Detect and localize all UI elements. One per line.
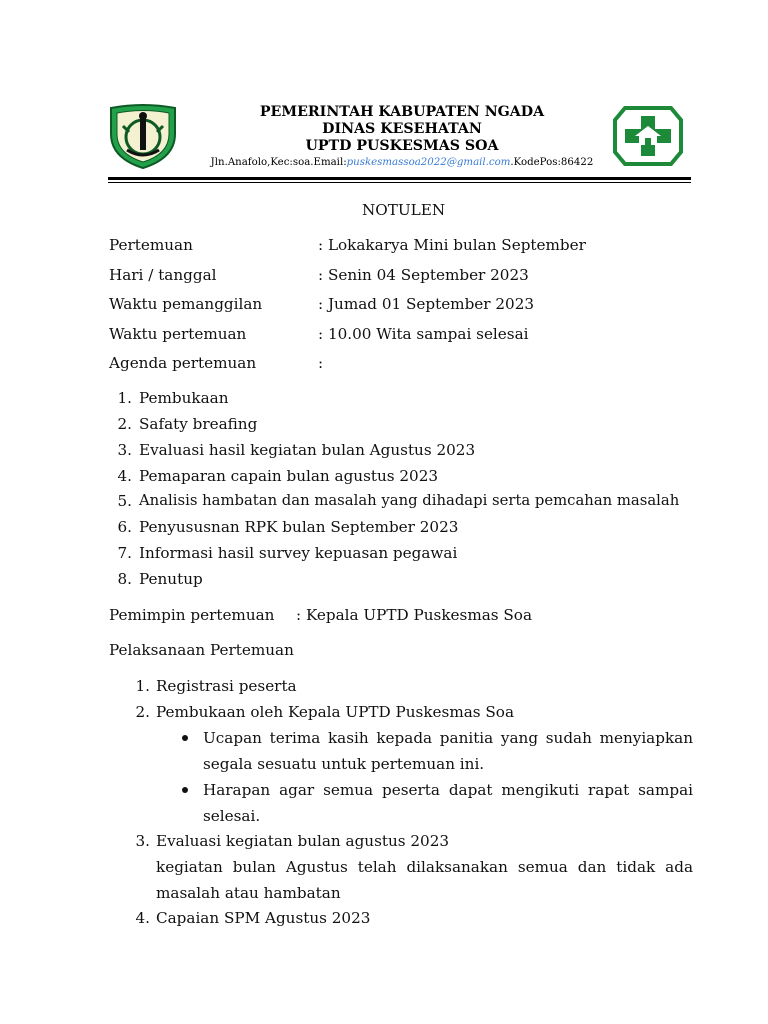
letterhead-institution: UPTD PUSKESMAS SOA <box>305 138 499 154</box>
meta-value-date: : Senin 04 September 2023 <box>318 266 529 284</box>
agenda-item: Pembukaan <box>139 389 229 407</box>
execution-item: Pembukaan oleh Kepala UPTD Puskesmas Soa <box>156 703 515 721</box>
letterhead-government: PEMERINTAH KABUPATEN NGADA <box>259 104 545 120</box>
meta-value-invitation-time: : Jumad 01 September 2023 <box>318 295 535 313</box>
agenda-number: 3. <box>117 441 132 459</box>
agenda-number: 1. <box>117 389 132 407</box>
meta-value-agenda: : <box>318 354 324 372</box>
execution-number: 2. <box>135 703 150 721</box>
meta-label-meeting: Pertemuan <box>109 236 193 254</box>
address-suffix: .KodePos:86422 <box>510 157 594 168</box>
execution-number: 3. <box>135 832 150 850</box>
agenda-item: Penyususnan RPK bulan September 2023 <box>139 518 459 536</box>
letterhead-divider-thick <box>108 177 691 180</box>
agenda-item: Pemaparan capain bulan agustus 2023 <box>139 467 439 485</box>
leader-value: : Kepala UPTD Puskesmas Soa <box>296 606 532 624</box>
evaluation-note-line: masalah atau hambatan <box>156 884 341 902</box>
meta-value-meeting-time: : 10.00 Wita sampai selesai <box>318 325 529 343</box>
agenda-item: Analisis hambatan dan masalah yang dihadapi serta pemcahan masalah <box>139 492 680 509</box>
bullet-text-line: selesai. <box>203 807 261 825</box>
address-prefix: Jln.Anafolo,Kec:soa.Email: <box>210 157 347 168</box>
document-title: NOTULEN <box>362 201 446 219</box>
letterhead-divider-thin <box>108 182 691 183</box>
agenda-number: 6. <box>117 518 132 536</box>
agenda-item: Evaluasi hasil kegiatan bulan Agustus 2023 <box>139 441 476 459</box>
bullet-text-line: Ucapan terima kasih kepada panitia yang sudah menyiapkan <box>203 729 693 747</box>
agenda-number: 8. <box>117 570 132 588</box>
letterhead-department: DINAS KESEHATAN <box>322 121 482 137</box>
execution-heading: Pelaksanaan Pertemuan <box>109 641 294 659</box>
evaluation-note-line: kegiatan bulan Agustus telah dilaksanakan semua dan tidak ada <box>156 858 693 876</box>
meta-label-date: Hari / tanggal <box>109 266 217 284</box>
meta-label-invitation-time: Waktu pemanggilan <box>109 295 263 313</box>
agenda-item: Penutup <box>139 570 203 588</box>
letterhead-address <box>190 156 614 170</box>
execution-number: 1. <box>135 677 150 695</box>
execution-item: Evaluasi kegiatan bulan agustus 2023 <box>156 832 450 850</box>
meta-value-meeting: : Lokakarya Mini bulan September <box>318 236 586 254</box>
meta-label-agenda: Agenda pertemuan <box>109 354 257 372</box>
letterhead <box>190 104 614 170</box>
agenda-number: 4. <box>117 467 132 485</box>
agenda-number: 5. <box>117 492 132 510</box>
ngada-regency-emblem-icon <box>105 104 181 170</box>
bullet-text-line: segala sesuatu untuk pertemuan ini. <box>203 755 485 773</box>
bullet-dot <box>182 787 188 793</box>
bullet-text-line: Harapan agar semua peserta dapat mengikuti rapat sampai <box>203 781 693 799</box>
agenda-item: Safaty breafing <box>139 415 258 433</box>
agenda-item: Informasi hasil survey kepuasan pegawai <box>139 544 458 562</box>
puskesmas-emblem-icon <box>613 106 683 166</box>
leader-label: Pemimpin pertemuan <box>109 606 275 624</box>
execution-number: 4. <box>135 909 150 927</box>
agenda-number: 7. <box>117 544 132 562</box>
email-link[interactable]: puskesmassoa2022@gmail.com <box>346 157 511 168</box>
execution-item: Capaian SPM Agustus 2023 <box>156 909 371 927</box>
agenda-number: 2. <box>117 415 132 433</box>
bullet-dot <box>182 735 188 741</box>
execution-item: Registrasi peserta <box>156 677 297 695</box>
meta-label-meeting-time: Waktu pertemuan <box>109 325 247 343</box>
